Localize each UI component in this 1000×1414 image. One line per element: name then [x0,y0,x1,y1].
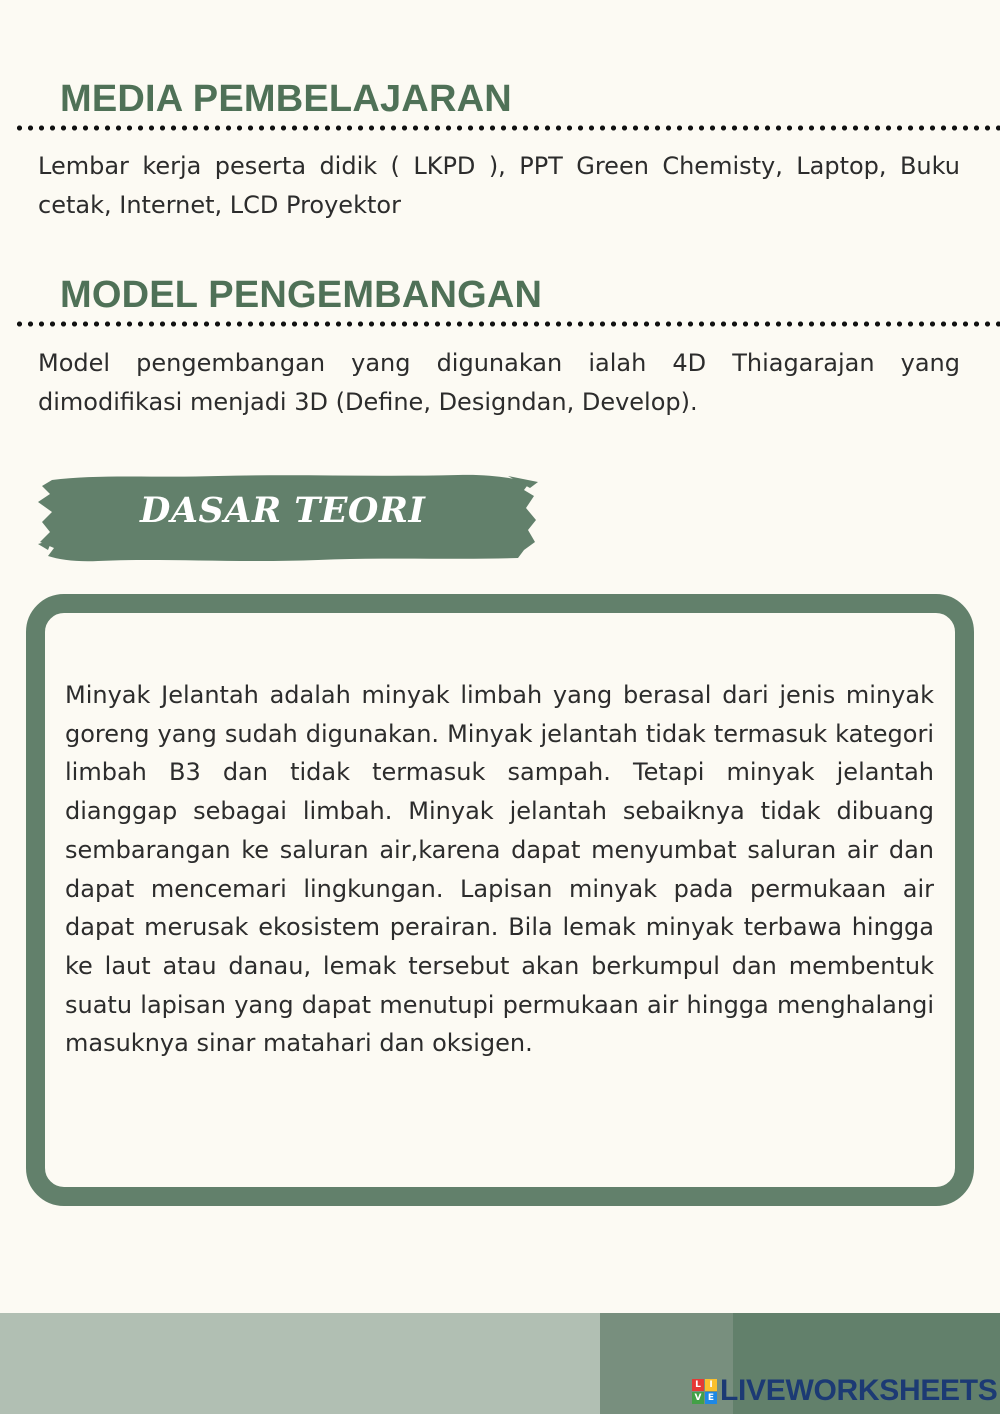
logo-letter: E [705,1392,717,1404]
liveworksheets-icon [692,1379,717,1404]
theory-title: DASAR TEORI [140,490,426,531]
dotted-divider [14,321,1000,327]
logo-letter: L [692,1379,704,1391]
dotted-divider [14,125,1000,131]
logo-letter: V [692,1392,704,1404]
liveworksheets-logo-text: LIVEWORKSHEETS [720,1374,998,1407]
media-text: Lembar kerja peserta didik ( LKPD ), PPT Green Chemisty, Laptop, Buku cetak, Internet, LCD Proyektor [38,152,960,219]
model-title: MODEL PENGEMBANGAN [60,274,543,316]
media-title: MEDIA PEMBELAJARAN [60,78,512,120]
theory-text: Minyak Jelantah adalah minyak limbah yang berasal dari jenis minyak goreng yang sudah digunakan. Minyak jelantah tidak termasuk kategori limbah B3 dan tidak termasuk sampah. Tetapi minyak jelantah dianggap sebagai limbah. Minyak jelantah sebaiknya tidak dibuang sembarangan ke saluran air,karena dapat menyumbat saluran air dan dapat mencemari lingkungan. Lapisan minyak pada permukaan air dapat merusak ekosistem perairan. Bila lemak minyak terbawa hingga ke laut atau danau, lemak tersebut akan berkumpul dan membentuk suatu lapisan yang dapat menutupi permukaan air hingga menghalangi masuknya sinar matahari dan oksigen. [65,681,934,1058]
model-text: Model pengembangan yang digunakan ialah 4D Thiagarajan yang dimodifikasi menjadi 3D (Define, Designdan, Develop). [38,349,960,416]
logo-letter: I [705,1379,717,1391]
footer-band-light [0,1313,600,1414]
liveworksheets-logo[interactable] [692,1376,998,1406]
